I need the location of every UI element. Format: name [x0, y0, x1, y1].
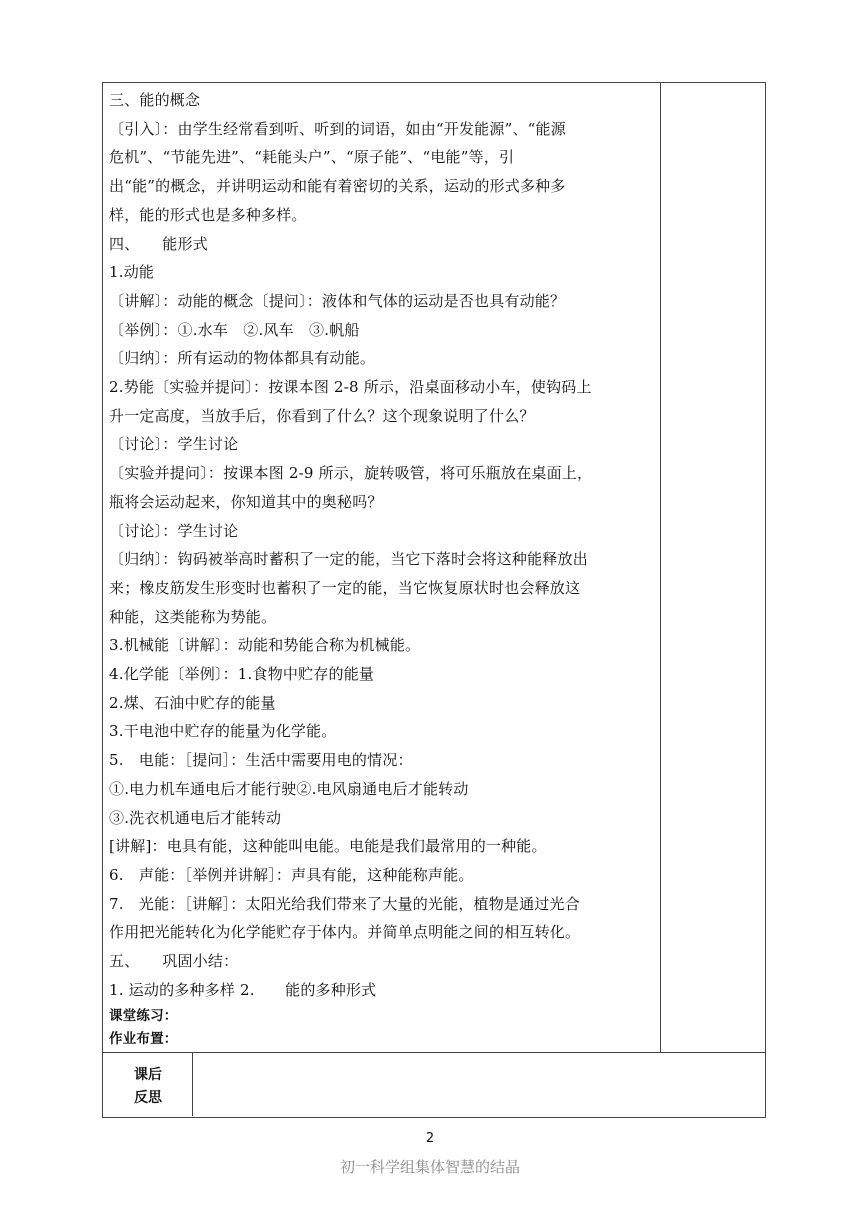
content-line: 1. 运动的多种多样 2. 能的多种形式: [109, 980, 377, 999]
content-line: 危机”、“节能先进”、“耗能头户”、“原子能”、“电能”等，引: [109, 148, 515, 167]
homework-label: 作业布置：: [109, 1030, 178, 1047]
content-line: 四、 能形式: [109, 234, 208, 253]
content-line: 4.化学能〔举例〕：1.食物中贮存的能量: [109, 665, 375, 684]
content-line: 升一定高度，当放手后，你看到了什么？这个现象说明了什么？: [109, 406, 535, 425]
content-line: [讲解]：电具有能，这种能叫电能。电能是我们最常用的一种能。: [109, 837, 547, 856]
content-line: 瓶将会运动起来，你知道其中的奥秘吗？: [109, 492, 383, 511]
content-line: 作用把光能转化为化学能贮存于体内。并简单点明能之间的相互转化。: [109, 923, 581, 942]
content-line: 7. 光能：［讲解］：太阳光给我们带来了大量的光能，植物是通过光合: [109, 894, 580, 913]
content-line: 〔归纳〕：钩码被举高时蓄积了一定的能，当它下落时会将这种能释放出: [109, 550, 588, 569]
practice-label: 课堂练习：: [109, 1007, 178, 1024]
content-line: 三、能的概念: [109, 91, 201, 109]
reflection-label-divider: [192, 1052, 193, 1116]
table-row-divider: [102, 1052, 766, 1053]
content-line: 〔讲解〕：动能的概念〔提问〕：液体和气体的运动是否也具有动能？: [109, 291, 566, 310]
content-line: 来；橡皮筋发生形变时也蓄积了一定的能，当它恢复原状时也会释放这: [109, 578, 581, 597]
content-line: ①.电力机车通电后才能行驶②.电风扇通电后才能转动: [109, 779, 469, 798]
content-line: 〔归纳〕：所有运动的物体都具有动能。: [109, 349, 376, 368]
content-line: 〔引入〕：由学生经常看到听、听到的词语，如由“开发能源”、“能源: [109, 119, 566, 138]
content-line: 2.煤、石油中贮存的能量: [109, 693, 276, 712]
reflection-label-line-2: 反思: [134, 1090, 162, 1106]
page-number: 2: [425, 1131, 435, 1146]
reflection-label-line-1: 课后: [134, 1067, 162, 1083]
content-line: 〔讨论〕：学生讨论: [109, 521, 239, 540]
content-line: 〔讨论〕：学生讨论: [109, 435, 239, 454]
content-line: ③.洗衣机通电后才能转动: [109, 808, 282, 827]
content-line: 5. 电能：［提问］：生活中需要用电的情况：: [109, 751, 413, 770]
content-line: 6. 声能：［举例并讲解］：声具有能，这种能称声能。: [109, 865, 474, 884]
lesson-content: [109, 86, 657, 1051]
content-line: 种能，这类能称为势能。: [109, 607, 277, 626]
content-line: 2.势能〔实验并提问〕：按课本图 2-8 所示，沿桌面移动小车，使钩码上: [109, 378, 592, 397]
content-line: 1.动能: [109, 263, 155, 282]
content-line: 样，能的形式也是多种多样。: [109, 205, 307, 224]
content-line: 〔举例〕：①.水车 ②.风车 ③.帆船: [109, 320, 360, 339]
content-line: 3.干电池中贮存的能量为化学能。: [109, 722, 337, 741]
content-line: 〔实验并提问〕：按课本图 2-9 所示，旋转吸管，将可乐瓶放在桌面上，: [109, 464, 593, 483]
reflection-label: [104, 1064, 192, 1110]
content-line: 出“能”的概念，并讲明运动和能有着密切的关系，运动的形式多种多: [109, 177, 566, 196]
table-column-divider: [660, 82, 661, 1052]
content-line: 五、 巩固小结：: [109, 952, 239, 971]
footer-text: 初一科学组集体智慧的结晶: [339, 1158, 520, 1176]
content-line: 3.机械能〔讲解〕：动能和势能合称为机械能。: [109, 636, 421, 655]
